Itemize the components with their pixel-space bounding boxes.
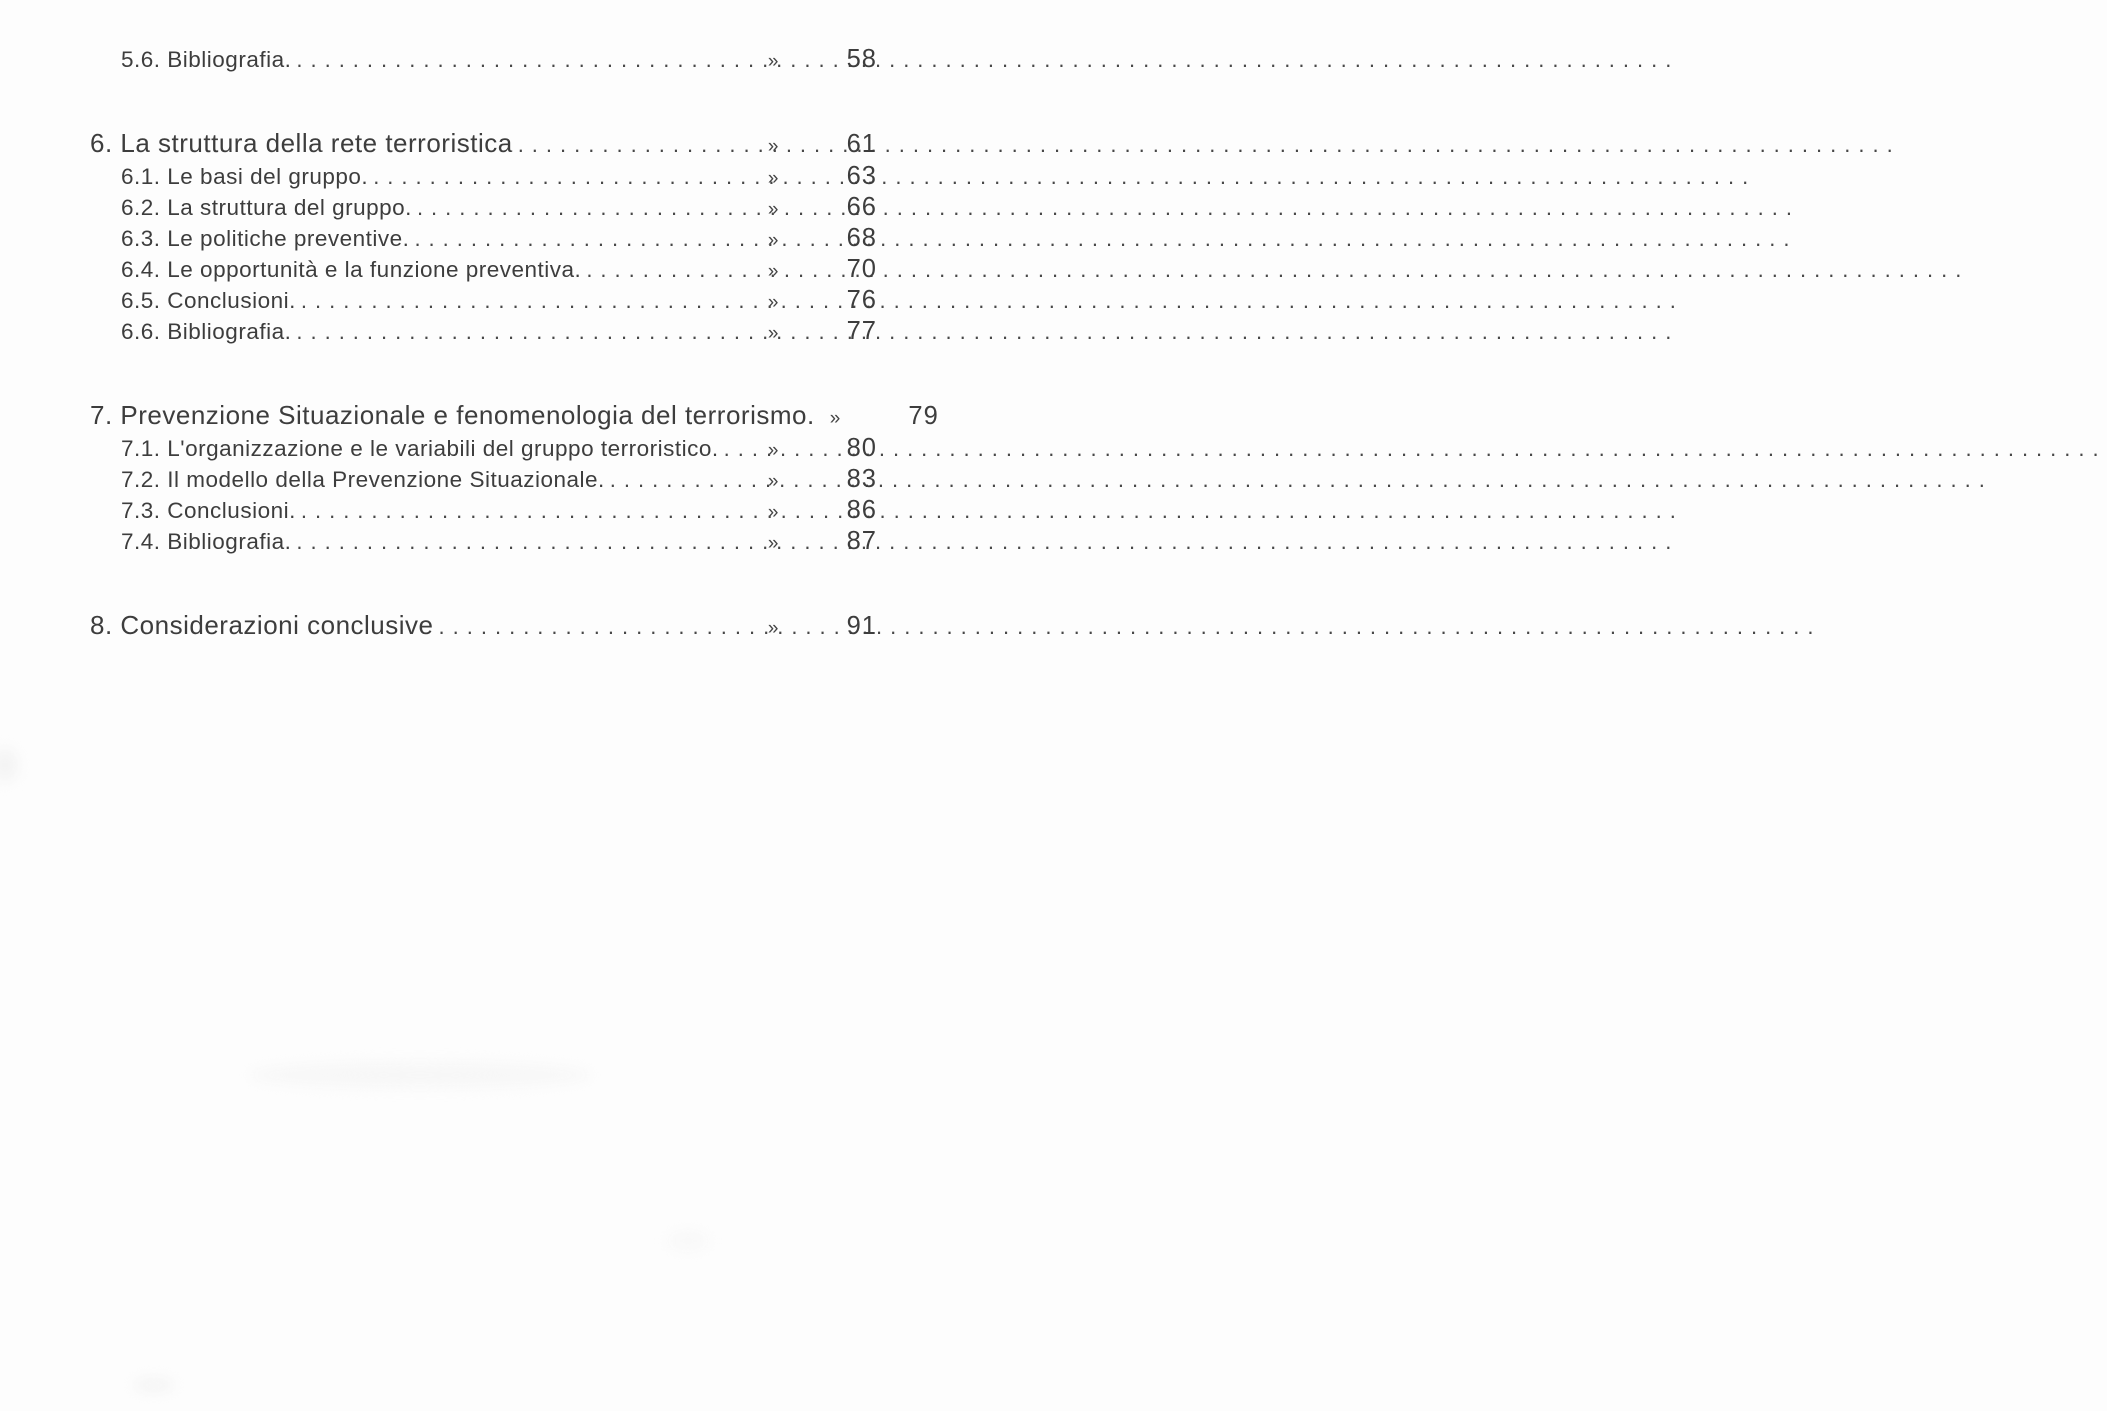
toc-entry-page-number: 66 — [846, 193, 877, 221]
toc-page — [0, 0, 939, 1411]
scan-artifact — [250, 1062, 590, 1088]
toc-entry-page-number: 77 — [846, 317, 877, 345]
toc-entry-label: 7.3. Conclusioni. — [121, 498, 296, 523]
toc-entry-page-number: 87 — [846, 527, 877, 555]
toc-entry — [90, 162, 877, 193]
page-symbol: » — [829, 408, 841, 429]
toc-entry-label: 7.2. Il modello della Prevenzione Situazionale. — [121, 467, 605, 492]
dot-leader — [373, 163, 758, 191]
toc-entry — [90, 400, 939, 434]
toc-entry — [90, 128, 877, 162]
toc-section — [90, 400, 939, 558]
toc-entry-label: 6.5. Conclusioni. — [121, 288, 296, 313]
toc-entry — [90, 45, 877, 76]
toc-entry — [90, 610, 877, 644]
toc-entry — [90, 496, 877, 527]
page-symbol: » — [767, 51, 779, 72]
toc-entry — [90, 193, 877, 224]
page-symbol: » — [767, 323, 779, 344]
dot-leader — [439, 610, 758, 642]
dot-leader — [296, 318, 758, 346]
toc-entry-label: 7.1. L'organizzazione e le variabili del gruppo terroristico. — [121, 436, 719, 461]
toc-entry-label: 6.3. Le politiche preventive. — [121, 226, 410, 251]
toc-section — [90, 128, 877, 348]
toc-entry-page-number: 79 — [908, 402, 939, 430]
toc-entry-page-number: 58 — [846, 45, 877, 73]
toc-entry — [90, 286, 877, 317]
toc-entry-label: 6.1. Le basi del gruppo. — [121, 164, 369, 189]
page-symbol: » — [767, 168, 779, 189]
dot-leader — [724, 435, 758, 463]
toc-entry-label: 6.2. La struttura del gruppo. — [121, 195, 412, 220]
scan-artifact — [134, 1378, 174, 1392]
toc-entry-page-number: 80 — [846, 434, 877, 462]
page-symbol: » — [767, 230, 779, 251]
page-symbol: » — [767, 199, 779, 220]
toc-entry-label: 6.6. Bibliografia. — [121, 319, 292, 344]
page-symbol: » — [767, 618, 779, 639]
page-symbol: » — [767, 502, 779, 523]
page-symbol: » — [767, 471, 779, 492]
toc-entry-page-number: 86 — [846, 496, 877, 524]
toc-entry — [90, 434, 877, 465]
toc-entry-page-number: 63 — [846, 162, 877, 190]
toc-entry-page-number: 83 — [846, 465, 877, 493]
toc-entry — [90, 465, 877, 496]
dot-leader — [414, 225, 757, 253]
toc-section — [90, 45, 877, 76]
page-symbol: » — [767, 533, 779, 554]
dot-leader — [610, 466, 758, 494]
page-symbol: » — [767, 136, 779, 157]
toc-entry — [90, 527, 877, 558]
toc-entry-label: 7.4. Bibliografia. — [121, 529, 292, 554]
page-symbol: » — [767, 261, 779, 282]
dot-leader — [518, 128, 758, 160]
toc-entry — [90, 255, 877, 286]
dot-leader — [301, 287, 758, 315]
toc-entry-label: 8. Considerazioni conclusive — [90, 610, 434, 640]
dot-leader — [296, 46, 758, 74]
toc-entry-page-number: 70 — [846, 255, 877, 283]
dot-leader — [301, 497, 758, 525]
toc-entry-label: 6.4. Le opportunità e la funzione preventiva. — [121, 257, 582, 282]
dot-leader — [586, 256, 758, 284]
toc-entry-label: 6. La struttura della rete terroristica — [90, 128, 513, 158]
toc-entry-page-number: 68 — [846, 224, 877, 252]
dot-leader — [296, 528, 758, 556]
toc-entry — [90, 317, 877, 348]
toc-entry-label: 5.6. Bibliografia. — [121, 47, 292, 72]
toc-entry-page-number: 61 — [846, 130, 877, 158]
page-symbol: » — [767, 440, 779, 461]
dot-leader — [417, 194, 758, 222]
page-symbol: » — [767, 292, 779, 313]
toc-entry-page-number: 76 — [846, 286, 877, 314]
scan-artifact — [668, 1232, 708, 1250]
toc-entry-page-number: 91 — [846, 612, 877, 640]
toc-entry — [90, 224, 877, 255]
toc-section — [90, 610, 877, 644]
toc-entry-label: 7. Prevenzione Situazionale e fenomenologia del terrorismo. — [90, 400, 815, 430]
